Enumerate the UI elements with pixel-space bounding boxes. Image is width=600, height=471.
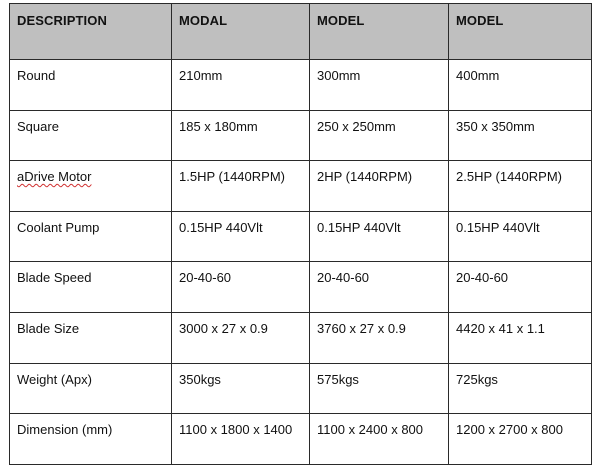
row-label-coolant-pump: Coolant Pump <box>10 211 172 262</box>
table-row <box>10 312 592 363</box>
row-label-blade-size: Blade Size <box>10 312 172 363</box>
table-cell: 3000 x 27 x 0.9 <box>172 312 310 363</box>
header-model-1: MODEL <box>310 4 449 60</box>
table-cell: 3760 x 27 x 0.9 <box>310 312 449 363</box>
table-cell: 185 x 180mm <box>172 110 310 161</box>
table-cell: 1.5HP (1440RPM) <box>172 161 310 212</box>
header-row <box>10 4 592 60</box>
table-cell: 350kgs <box>172 363 310 414</box>
table-cell: 0.15HP 440Vlt <box>449 211 592 262</box>
row-label-blade-speed: Blade Speed <box>10 262 172 313</box>
table-row <box>10 363 592 414</box>
table-body <box>10 60 592 465</box>
table-cell: 4420 x 41 x 1.1 <box>449 312 592 363</box>
table-cell: 2.5HP (1440RPM) <box>449 161 592 212</box>
table-cell: 1100 x 1800 x 1400 <box>172 414 310 465</box>
table-row <box>10 211 592 262</box>
table-cell: 400mm <box>449 60 592 111</box>
header-description: DESCRIPTION <box>10 4 172 60</box>
table-row <box>10 161 592 212</box>
table-row <box>10 60 592 111</box>
table-cell: 300mm <box>310 60 449 111</box>
table-row <box>10 414 592 465</box>
table-cell: 250 x 250mm <box>310 110 449 161</box>
table-cell: 0.15HP 440Vlt <box>310 211 449 262</box>
row-label-square: Square <box>10 110 172 161</box>
spec-table <box>9 3 592 465</box>
table-cell: 0.15HP 440Vlt <box>172 211 310 262</box>
table-row <box>10 262 592 313</box>
table-cell: 210mm <box>172 60 310 111</box>
row-label-dimension: Dimension (mm) <box>10 414 172 465</box>
table-cell: 575kgs <box>310 363 449 414</box>
table-cell: 350 x 350mm <box>449 110 592 161</box>
header-modal: MODAL <box>172 4 310 60</box>
table-cell: 20-40-60 <box>172 262 310 313</box>
table-cell: 2HP (1440RPM) <box>310 161 449 212</box>
row-label-round: Round <box>10 60 172 111</box>
table-cell: 20-40-60 <box>449 262 592 313</box>
table-cell: 20-40-60 <box>310 262 449 313</box>
header-model-2: MODEL <box>449 4 592 60</box>
table-header <box>10 4 592 60</box>
row-label-text: aDrive Motor <box>17 169 92 185</box>
table-cell: 1100 x 2400 x 800 <box>310 414 449 465</box>
row-label-drive-motor <box>10 161 172 212</box>
row-label-weight: Weight (Apx) <box>10 363 172 414</box>
table-row <box>10 110 592 161</box>
table-cell: 1200 x 2700 x 800 <box>449 414 592 465</box>
table-cell: 725kgs <box>449 363 592 414</box>
